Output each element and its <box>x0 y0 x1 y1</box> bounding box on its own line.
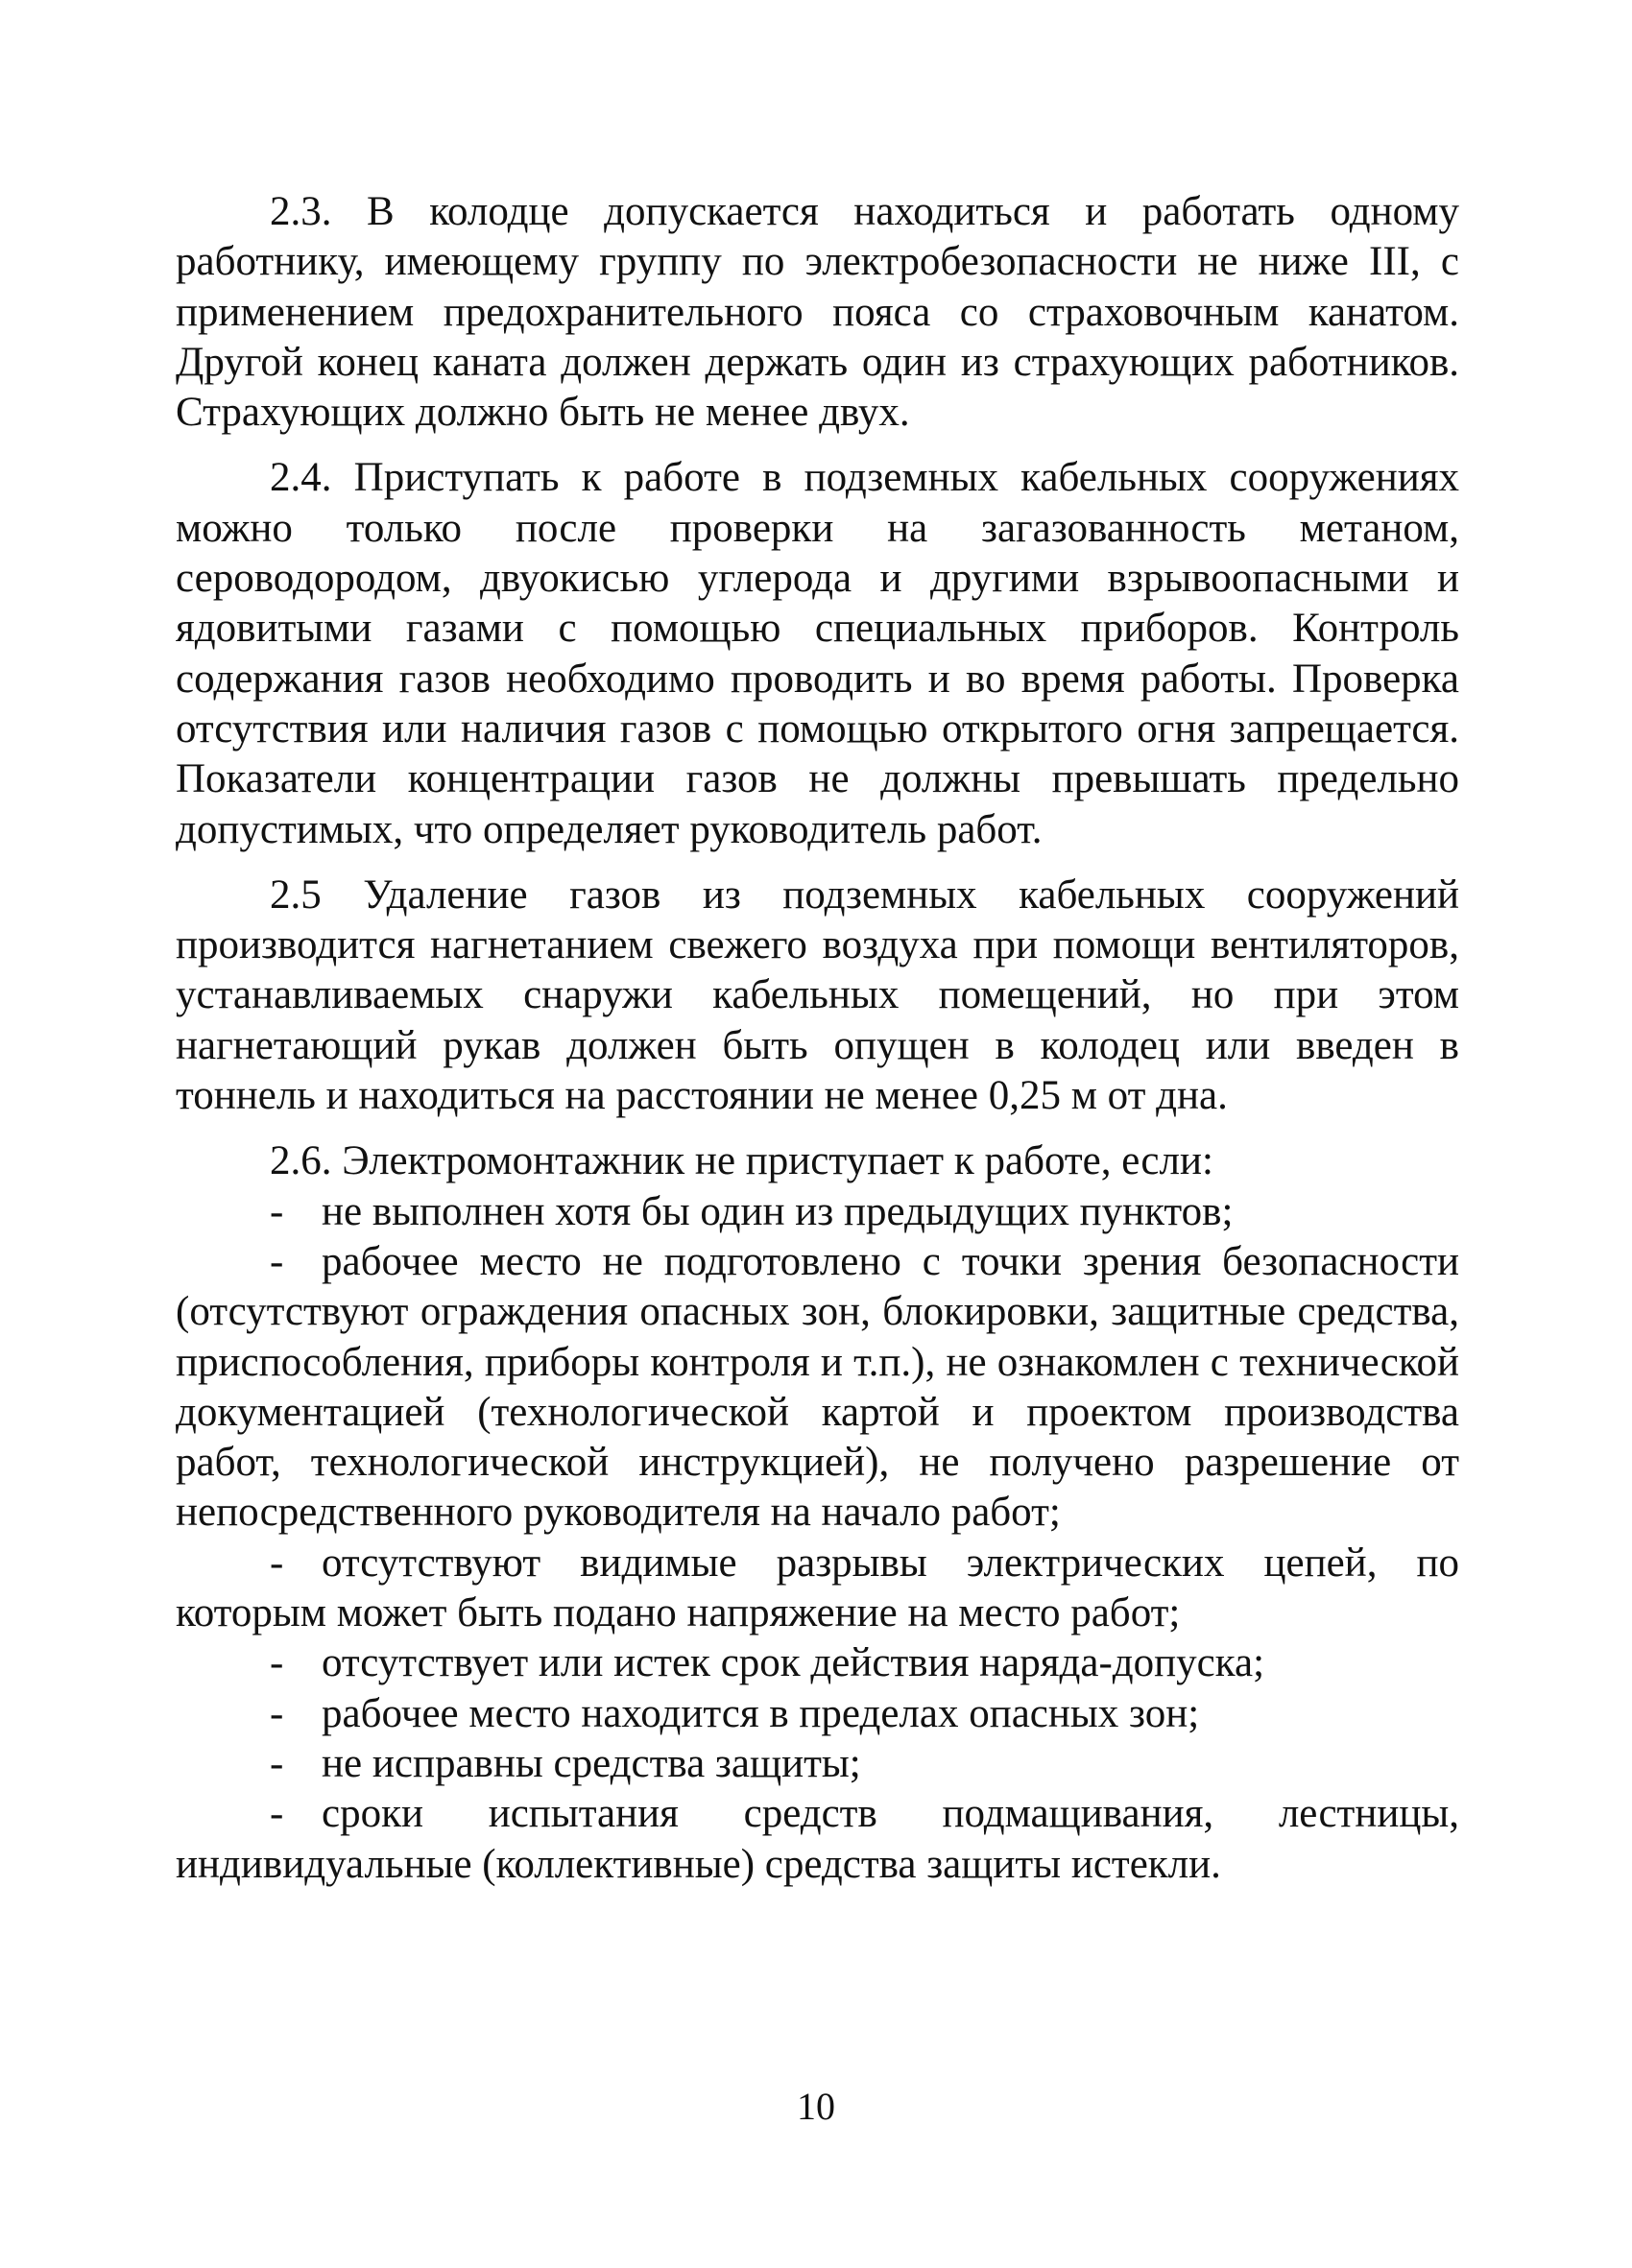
list-item <box>176 1689 1459 1739</box>
list-item <box>176 1237 1459 1539</box>
list-item <box>176 1539 1459 1639</box>
list-item <box>176 1739 1459 1789</box>
dash-marker: - <box>270 1791 284 1837</box>
paragraph-2-6: 2.6. Электромонтажник не приступает к работе, если: <box>270 1138 1213 1184</box>
paragraph-2-4: 2.4. Приступать к работе в подземных кабельных сооружениях можно только после проверки на загазованность метаном, сероводородом, двуокисью углерода и другими взрывоопасными и ядовитыми газами с помощью специальных приборов. Контроль содержания газов необходимо проводить и во время работы. Проверка отсутствия или наличия газов с помощью открытого огня запрещается. Показатели концентрации газов не должны превышать предельно допустимых, что определяет руководитель работ. <box>176 455 1459 852</box>
document-body <box>176 187 1459 1890</box>
list-item-text: не исправны средства защиты; <box>322 1740 861 1786</box>
paragraph-2-5: 2.5 Удаление газов из подземных кабельных сооружений производится нагнетанием свежего воздуха при помощи вентиляторов, устанавливаемых снаружи кабельных помещений, но при этом нагнетающий рукав должен быть опущен в колодец или введен в тоннель и находиться на расстоянии не менее 0,25 м от дна. <box>176 871 1459 1119</box>
dash-marker: - <box>270 1540 284 1586</box>
list-item-text: не выполнен хотя бы один из предыдущих пунктов; <box>322 1188 1234 1234</box>
list-item-text: рабочее место не подготовлено с точки зрения безопасности (отсутствуют ограждения опасных зон, блокировки, защитные средства, приспособления, приборы контроля и т.п.), не ознакомлен с технической документацией (технологической картой и проектом производства работ, технологической инструкцией), не получено разрешение от непосредственного руководителя на начало работ; <box>176 1238 1459 1536</box>
list-item <box>176 1789 1459 1890</box>
list-item-text: отсутствуют видимые разрывы электрических цепей, по которым может быть подано напряжение на место работ; <box>176 1540 1459 1636</box>
list-item-text: рабочее место находится в пределах опасных зон; <box>322 1690 1200 1736</box>
page-number: 10 <box>797 2085 835 2128</box>
list-item <box>176 1187 1459 1237</box>
list-item-text: отсутствует или истек срок действия наряда-допуска; <box>322 1640 1265 1686</box>
dash-marker: - <box>270 1740 284 1786</box>
dash-marker: - <box>270 1690 284 1736</box>
dash-marker: - <box>270 1640 284 1686</box>
list-item-text: сроки испытания средств подмащивания, лестницы, индивидуальные (коллективные) средства защиты истекли. <box>176 1791 1459 1887</box>
dash-marker: - <box>270 1188 284 1234</box>
dash-marker: - <box>270 1238 284 1284</box>
list-item <box>176 1638 1459 1688</box>
paragraph-2-3: 2.3. В колодце допускается находиться и работать одному работнику, имеющему группу по электробезопасности не ниже III, с применением предохранительного пояса со страховочным канатом. Другой конец каната должен держать один из страхующих работников. Страхующих должно быть не менее двух. <box>176 189 1459 436</box>
